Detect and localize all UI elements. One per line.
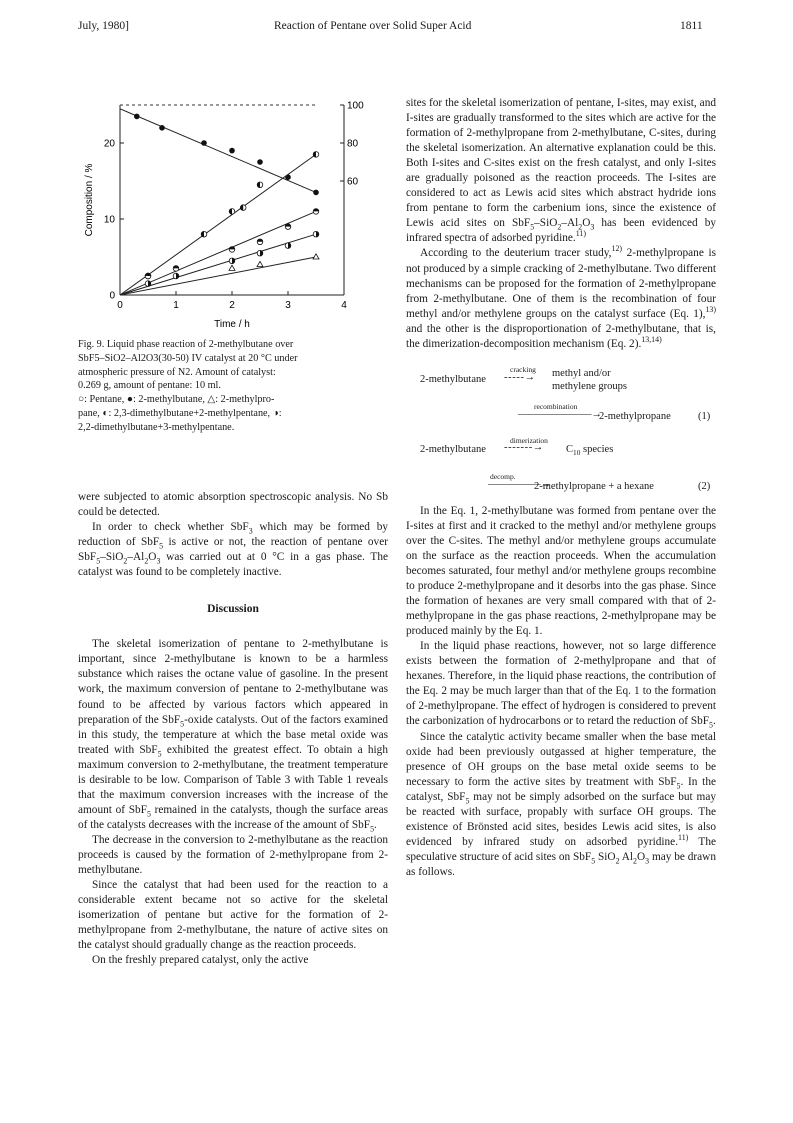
eq2-arrow-1: - - - - - - - →	[504, 441, 543, 453]
x-tick-label: 0	[117, 300, 123, 311]
eq2-product-b: 2-methylpropane + a hexane	[534, 480, 654, 492]
caption-line: Fig. 9. Liquid phase reaction of 2-methylbutane over	[78, 339, 294, 350]
data-point-2-methylbutane	[257, 159, 263, 165]
eq2-number: (2)	[698, 480, 711, 492]
y-axis-label: Composition / %	[84, 163, 95, 237]
left-column	[78, 490, 388, 968]
eq1-product-c: 2-methylpropane	[599, 410, 671, 422]
caption-line: 0.269 g, amount of pentane: 10 ml.	[78, 380, 221, 392]
eq1-product-a: methyl and/or	[552, 367, 611, 379]
data-point-2-methylbutane	[285, 174, 291, 180]
eq1-product-b: methylene groups	[552, 380, 627, 392]
data-point-2-methylbutane	[201, 140, 207, 146]
eq1-number: (1)	[698, 410, 711, 422]
data-point-2-methylbutane	[313, 190, 319, 196]
paragraph: were subjected to atomic absorption spectroscopic analysis. No Sb could be detected.	[78, 491, 388, 519]
eq1-arrow-2: ———————→	[518, 408, 602, 420]
eq1-cracking-label: cracking	[510, 364, 536, 374]
series-line	[120, 109, 316, 193]
paragraph: The skeletal isomerization of pentane to 2-methylbutane is important, since 2-methylbutane is known to be a harmless substance which raises the octane value of gasoline. In the present work, the maximum conversion of pentane to 2-methylbutane was found to be affected by various factors which appeared in preparation of the SbF$_5$-oxide catalysts. Out of the factors examined in this study, the temperature at which the base metal oxide was treated with SbF$_5$ exhibited the greatest effect. To obtain a high maximum conversion to 2-methylbutane, the treatment temperature is desirable to be low. Comparison of Table 3 with Table 1 reveals that the maximum conversion increases with the increase of the amount of SbF$_5$ remained in the catalysts, though the surface areas of the catalysts decreases with the increase of the amount of SbF$_5$.	[78, 638, 388, 834]
eq1-reactant: 2-methylbutane	[420, 373, 486, 385]
paragraph: On the freshly prepared catalyst, only the active	[92, 954, 309, 967]
right-column	[406, 96, 716, 880]
data-point-2-methylbutane	[229, 148, 235, 154]
page-number: 1811	[680, 20, 703, 32]
eq2-reactant: 2-methylbutane	[420, 443, 486, 455]
y-right-tick-label: 60	[347, 176, 359, 188]
data-point-triangle	[257, 261, 263, 266]
y-right-tick-label: 80	[347, 138, 359, 150]
caption-line: 2,2-dimethylbutane+3-methylpentane.	[78, 421, 235, 433]
x-tick-label: 3	[285, 300, 291, 311]
data-point-triangle	[229, 265, 235, 270]
paragraph: sites for the skeletal isomerization of pentane, I-sites, may exist, and I-sites are gradually transformed to the sites which are active for the formation of 2-methylpropane from 2-methylbutane, C-sites, during the skeletal isomerization. An alternative explanation could be this. Both I-sites and C-sites exist on the fresh catalyst, and only I-sites are gradually poisoned as the reaction proceeds. The I-sites are considered to act as Lewis acid sites which abstract hydride ions from pentane to form the carbenium ions, since the existence of Lewis acid sites on $SbF_5-SiO_2-Al_2O_3$ has been evidenced by infrared spectra of adsorbed pyridine.$^{11)}$	[406, 97, 716, 245]
eq1-arrow-1: - - - - - →	[504, 371, 535, 383]
paragraph: In order to check whether SbF$_3$ which may be formed by reduction of SbF$_5$ is active or not, the reaction of pentane over $SbF_5-SiO_2-Al_2O_3$ was carried out at 0 °C in a gas phase. The catalyst was found to be completely inactive.	[78, 521, 388, 579]
section-title: Discussion	[207, 603, 259, 616]
y-left-tick-label: 20	[103, 138, 115, 150]
eq1-recombination-label: recombination	[534, 401, 578, 411]
paragraph: The decrease in the conversion to 2-methylbutane as the reaction proceeds is caused by the formation of 2-methylpropane from 2-methylbutane.	[78, 833, 388, 877]
paragraph: According to the deuterium tracer study,$^{12)}$ 2-methylpropane is not produced by a simple cracking of 2-methylbutane. Two different mechanisms can be proposed for the formation of 2-methylpropane from 2-methylbutane. One of them is the recombination of four methyl and/or methylene groups on the catalyst surface (Eq. 1),$^{13)}$ and the other is the disproportionation of 2-methylbutane, that is, the dimerization-decomposition mechanism (Eq. 2).$^{13,14)}$	[406, 244, 716, 350]
caption-line: SbF5–SiO2–Al2O3(30-50) IV catalyst at 20 °C under	[78, 352, 298, 364]
caption-line: ○: Pentane, ●: 2-methylbutane, △: 2-methylpro-	[78, 394, 275, 406]
y-left-tick-label: 10	[103, 214, 115, 226]
eq2-product-a: $C_{10}$ species	[566, 443, 614, 457]
y-right-tick-label: 100	[347, 100, 364, 112]
figure-caption	[78, 338, 388, 435]
eq2-dimerization-label: dimerization	[510, 435, 548, 445]
eq2-decomp-label: decomp.	[490, 471, 516, 481]
running-header-date: July, 1980]	[78, 20, 130, 32]
data-point-triangle	[313, 254, 319, 259]
reaction-equations	[406, 352, 716, 504]
data-point-2-methylbutane	[134, 114, 140, 120]
eq2-arrow-2: —————→	[488, 478, 551, 490]
paragraph: In the liquid phase reactions, however, not so large difference exists between the formation of 2-methylpropane and that of hexanes. Therefore, in the liquid phase reactions, the contribution of the Eq. 2 may be much larger than that of the Eq. 1 to the formation of 2-methylpropane. The effect of hydrogen is considered to prevent the carbonization of hydrocarbons or to retard the reduction of SbF$_5$.	[406, 640, 716, 730]
paragraph: Since the catalytic activity became smaller when the base metal oxide had been previously outgassed at higher temperature, the presence of OH groups on the base metal oxide seems to be necessary to form the active sites by treatment with SbF$_5$. In the catalyst, SbF$_5$ may not be simply adsorbed on the surface but may be reacted with surface, propably with surface OH groups. The existence of Brönsted acid sites, besides Lewis acid sites, is also evidenced by infrared study on adsorbed pyridine.$^{11)}$ The speculative structure of acid sites on SbF$_5$ SiO$_2$ $Al_2O_3$ may be drawn as follows.	[406, 730, 717, 878]
paragraph: In the Eq. 1, 2-methylbutane was formed from pentane over the I-sites at first and it cracked to the methyl and/or methylene groups over the C-sites. The methyl and/or methylene groups accumulate on the surface as the reaction proceeds. When the accumulation becomes saturated, four methyl and/or methylene groups recombine to produce 2-methylpropane and it desorbs into the gas phase. Since the formation of hexanes are very small compared with that of 2-methylpropane in the gas phase reactions, 2-methylpropane may be produced mainly by the Eq. 1.	[406, 504, 716, 638]
running-header-title: Reaction of Pentane over Solid Super Acid	[274, 20, 472, 32]
x-tick-label: 1	[173, 300, 179, 311]
x-tick-label: 4	[341, 300, 347, 311]
caption-line: pane, ◐: 2,3-dimethylbutane+2-methylpentane, ◑:	[78, 407, 282, 419]
data-point-2-methylbutane	[159, 125, 165, 131]
paragraph: Since the catalyst that had been used for the reaction to a considerable extent became not so active for the skeletal isomerization of pentane but active for the formation of 2-methylpropane from 2-methylbutane, the nature of active sites on the catalyst should gradually change as the reaction proceeds.	[78, 879, 388, 952]
x-axis-label: Time / h	[214, 319, 250, 330]
y-left-tick-label: 0	[109, 290, 115, 302]
x-tick-label: 2	[229, 300, 235, 311]
caption-line: atmospheric pressure of N2. Amount of catalyst:	[78, 366, 276, 378]
figure-9-chart	[78, 95, 378, 330]
